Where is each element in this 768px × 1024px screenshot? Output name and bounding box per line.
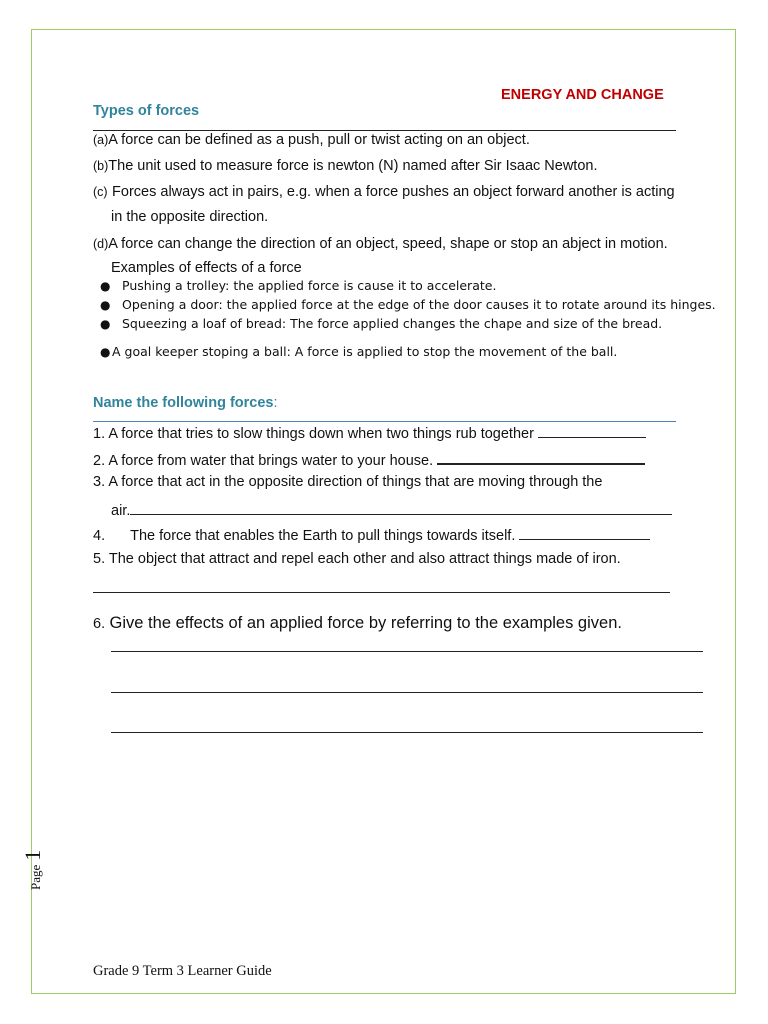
examples-title: Examples of effects of a force (111, 260, 302, 276)
definition-item-d (93, 235, 668, 253)
answer-line-6a[interactable] (111, 651, 703, 652)
example-bullet: ● Squeezing a loaf of bread: The force applied changes the chape and size of the bread. (100, 316, 663, 331)
question-3-continued: air. (111, 500, 672, 519)
answer-blank-4[interactable] (519, 525, 650, 540)
page-number: 1 (20, 849, 45, 861)
document-title: ENERGY AND CHANGE (501, 87, 664, 103)
question-5: 5. The object that attract and repel each other and also attract things made of iron. (93, 551, 621, 567)
example-bullet: ● Pushing a trolley: the applied force is cause it to accelerate. (100, 278, 497, 293)
definition-item-c-continued: in the opposite direction. (111, 209, 269, 225)
item-label: (d) (93, 237, 109, 251)
question-1: 1. A force that tries to slow things down when two things rub together (93, 423, 646, 442)
example-bullet: ● Opening a door: the applied force at the edge of the door causes it to rotate around its hinges. (100, 297, 716, 312)
definition-item-a (93, 131, 530, 149)
item-label: (b) (93, 159, 109, 173)
heading-underline (93, 421, 676, 422)
bullet-icon: ● (100, 317, 111, 331)
item-text: The unit used to measure force is newton (N) named after Sir Isaac Newton. (108, 158, 598, 174)
footer-guide-title: Grade 9 Term 3 Learner Guide (93, 963, 272, 979)
question-4: 4. The force that enables the Earth to pull things towards itself. (93, 525, 650, 544)
item-text: A force can be defined as a push, pull or twist acting on an object. (108, 132, 530, 148)
definition-item-c (93, 183, 675, 201)
item-text: Forces always act in pairs, e.g. when a force pushes an object forward another is acting (112, 184, 675, 200)
item-label: (a) (93, 133, 109, 147)
question-6: 6. Give the effects of an applied force by referring to the examples given. (93, 614, 622, 632)
answer-blank-2[interactable] (437, 449, 645, 465)
page-number-label: Page 1 (20, 849, 45, 890)
item-label: (c) (93, 185, 108, 199)
question-3: 3. A force that act in the opposite direction of things that are moving through the (93, 474, 603, 490)
item-text: A force can change the direction of an object, speed, shape or stop an abject in motion. (108, 236, 668, 252)
answer-blank-1[interactable] (538, 423, 646, 438)
answer-line-5[interactable] (93, 592, 670, 593)
section-heading-types-of-forces: Types of forces (93, 103, 200, 119)
example-bullet: ● A goal keeper stoping a ball: A force is applied to stop the movement of the ball. (100, 344, 618, 359)
section-heading-name-forces: Name the following forces: (93, 395, 278, 411)
bullet-icon: ● (100, 279, 111, 293)
answer-line-6c[interactable] (111, 732, 703, 733)
answer-line-6b[interactable] (111, 692, 703, 693)
bullet-icon: ● (100, 345, 111, 359)
definition-item-b (93, 157, 597, 175)
answer-blank-3[interactable] (130, 500, 672, 515)
bullet-icon: ● (100, 298, 111, 312)
question-2: 2. A force from water that brings water to your house. (93, 449, 645, 469)
